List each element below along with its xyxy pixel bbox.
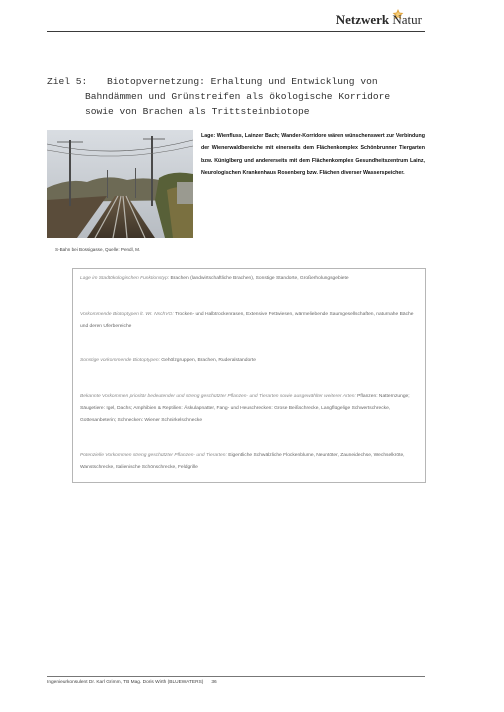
entry-text: Gehölzgruppen, Brachen, Ruderalstandorte <box>161 358 256 363</box>
location-description: Lage: Wienfluss, Lainzer Bach; Wander-Korridore wären wünschenswert zur Verbindung der Wienerwaldbereiche mit einerseits dem Flächenkomplex Schönbrunner Tiergarten bzw. Küniglberg und andererseits mit dem Flächenkomplex Gesundheitszentrum Lainz, Neurologischen Krankenhaus Rosenberg bzw. Flächen diverser Wasserspeicher. <box>201 133 425 176</box>
entry-text: Trocken- und Halbtrockenrasen, Extensive Fettwiesen, wärmeliebende Saumgesellschaften, naturnahe Bäche und deren Uferbereiche <box>80 312 414 329</box>
footer <box>47 680 217 685</box>
info-entry-known-species <box>80 391 420 427</box>
page-number: 36 <box>211 680 217 685</box>
header-divider <box>47 31 425 32</box>
entry-label: Bekannte Vorkommen prioritär bedeutender und streng geschützter Pflanzen- und Tierarten sowie ausgewählter weiterer Arten: <box>80 394 356 399</box>
info-box <box>72 268 426 483</box>
entry-text: Brachen (landwirtschaftliche Brachen), Sonstige Standorte, Großerholungsgebiete <box>170 276 349 281</box>
railway-photo <box>47 130 193 238</box>
title-line-3: sowie von Brachen als Trittsteinbiotope <box>85 106 310 117</box>
logo-word-2: Natur <box>392 12 422 27</box>
info-entry-potential-species <box>80 450 420 474</box>
entry-label: Vorkommende Biotoptypen lt. Wr. NschVO: <box>80 312 174 317</box>
footer-divider <box>47 676 425 677</box>
goal-number: Ziel 5: <box>47 76 88 87</box>
info-entry-other-biotopes <box>80 355 420 367</box>
entry-label: Sonstige vorkommende Biotoptypen: <box>80 358 160 363</box>
title-line-2: Bahndämmen und Grünstreifen als ökologische Korridore <box>85 91 391 102</box>
info-entry-functional-type <box>80 273 420 285</box>
entry-label: Potenzielle Vorkommen streng geschützter Pflanzen- und Tierarten: <box>80 453 227 458</box>
logo-word-1: Netzwerk <box>335 12 390 27</box>
section-title <box>47 74 407 119</box>
title-line-1: Biotopvernetzung: Erhaltung und Entwicklung von <box>107 76 378 87</box>
entry-text: Pflanzen: Natternzunge; Säugetiere: Igel, Dachs; Amphibien & Reptilien: Äskulapnatter, Fang- und Heuschrecken: Grose Beißschrecke, Langflügelige Schwertschrecke, Gottesanbeterin; Schnecken: Wiener Schnirkelschnecke <box>80 394 410 423</box>
entry-text: Eigentliche Schwälzliche Flockenblume, Neuntöter, Zauneidechse, Wechselkröte, Wanstschrecke, Italienische Schönschrecke, Feldgrille <box>80 453 405 470</box>
entry-label: Lage im Stadtökologischen Funktionstyp: <box>80 276 170 281</box>
photo-caption: S-Bahn bei Bossigasse, Quelle: Pendl, M. <box>55 247 141 252</box>
logo <box>336 12 422 28</box>
footer-author: Ingenieurkonsulent Dr. Karl Grimm, TB Mag. Doris Wirth (BLUEWATERS) <box>47 680 204 685</box>
info-entry-biotope-types <box>80 309 420 333</box>
